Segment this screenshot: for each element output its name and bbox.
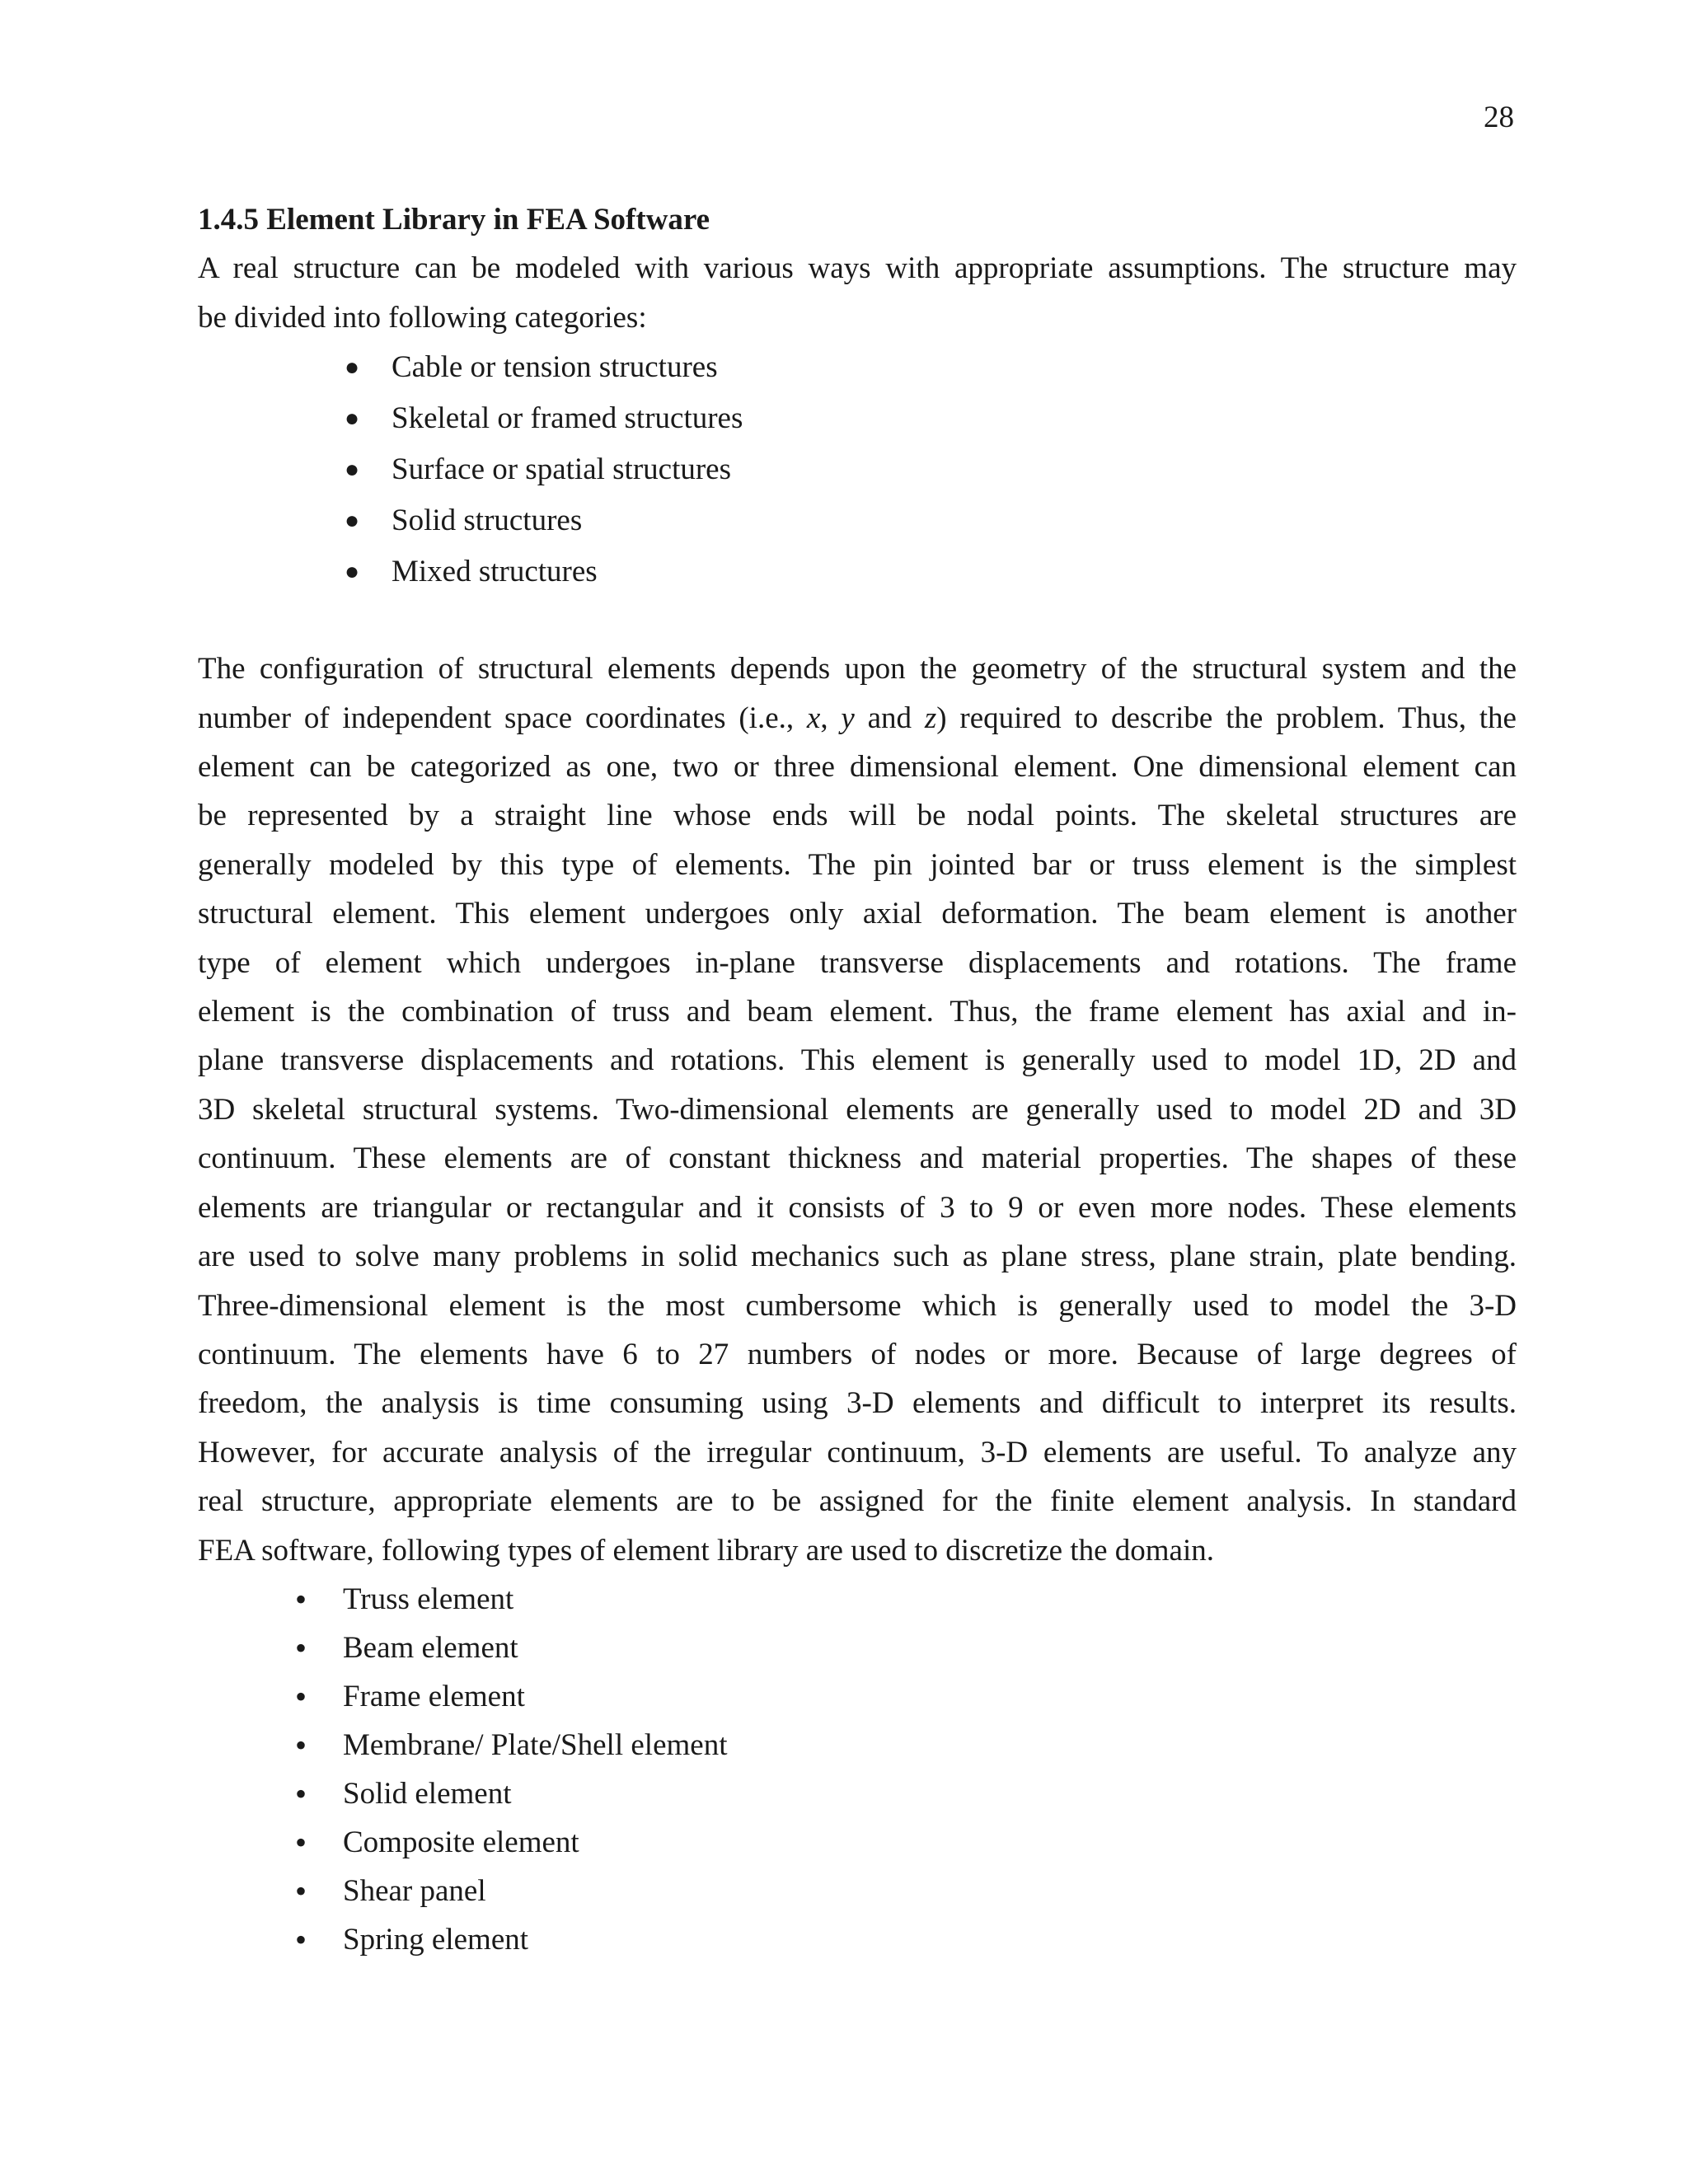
body-line: number of independent space coordinates (i.e., x, y and z) required to describe the problem. Thus, the — [198, 701, 1517, 735]
list-item-text: Beam element — [343, 1630, 518, 1665]
body-line: continuum. These elements are of constant thickness and material properties. The shapes of these — [198, 1141, 1517, 1176]
list-item — [198, 1818, 1517, 1867]
intro-paragraph — [198, 244, 1517, 342]
section-heading: 1.4.5 Element Library in FEA Software — [198, 203, 710, 237]
list-item-text: Spring element — [343, 1922, 529, 1957]
body-line: elements are triangular or rectangular and it consists of 3 to 9 or even more nodes. These elements — [198, 1190, 1517, 1225]
body-line: element can be categorized as one, two or three dimensional element. One dimensional element can — [198, 750, 1517, 785]
list-item-text: Cable or tension structures — [392, 350, 718, 385]
bullet-icon: • — [295, 1580, 307, 1618]
list-item-text: Shear panel — [343, 1873, 486, 1908]
bullet-icon: ● — [345, 558, 360, 586]
body-line: are used to solve many problems in solid mechanics such as plane stress, plane strain, plate bending. — [198, 1240, 1517, 1274]
intro-line: be divided into following categories: — [198, 300, 647, 335]
bullet-icon: • — [295, 1920, 307, 1958]
body-line: plane transverse displacements and rotations. This element is generally used to model 1D, 2D and — [198, 1043, 1517, 1078]
body-line: element is the combination of truss and beam element. Thus, the frame element has axial and in- — [198, 995, 1517, 1029]
list-item — [198, 1721, 1517, 1769]
paragraph-spacer — [198, 598, 1517, 644]
element-library-list — [198, 1575, 1517, 1964]
bullet-icon: • — [295, 1726, 307, 1764]
page-number: 28 — [1484, 101, 1514, 134]
list-item — [198, 1867, 1517, 1915]
bullet-icon: ● — [345, 405, 360, 433]
structure-categories-list — [198, 342, 1517, 598]
list-item — [198, 495, 1517, 546]
list-item-text: Surface or spatial structures — [392, 452, 731, 487]
list-item-text: Membrane/ Plate/Shell element — [343, 1727, 728, 1762]
list-item-text: Skeletal or framed structures — [392, 401, 743, 436]
bullet-icon: ● — [345, 507, 360, 535]
list-item-text: Truss element — [343, 1582, 514, 1616]
body-line: The configuration of structural elements depends upon the geometry of the structural system and the — [198, 652, 1517, 687]
document-body — [198, 195, 1517, 1964]
body-line: freedom, the analysis is time consuming using 3-D elements and difficult to interpret its results. — [198, 1386, 1517, 1421]
list-item — [198, 1672, 1517, 1721]
bullet-icon: • — [295, 1823, 307, 1861]
list-item-text: Composite element — [343, 1825, 579, 1859]
list-item-text: Solid structures — [392, 504, 583, 538]
list-item-text: Frame element — [343, 1679, 525, 1713]
list-item-text: Solid element — [343, 1776, 512, 1811]
list-item — [198, 342, 1517, 393]
body-line: Three-dimensional element is the most cumbersome which is generally used to model the 3-D — [198, 1288, 1517, 1323]
list-item — [198, 444, 1517, 495]
body-line: structural element. This element undergoes only axial deformation. The beam element is another — [198, 897, 1517, 931]
list-item — [198, 393, 1517, 444]
list-item — [198, 1915, 1517, 1964]
list-item — [198, 546, 1517, 598]
bullet-icon: • — [295, 1677, 307, 1715]
bullet-icon: ● — [345, 354, 360, 382]
list-item-text: Mixed structures — [392, 555, 598, 589]
bullet-icon: • — [295, 1774, 307, 1812]
body-line: type of element which undergoes in-plane transverse displacements and rotations. The frame — [198, 945, 1517, 980]
body-line: be represented by a straight line whose ends will be nodal points. The skeletal structures are — [198, 799, 1517, 833]
list-item — [198, 1769, 1517, 1818]
body-line: generally modeled by this type of elements. The pin jointed bar or truss element is the simplest — [198, 847, 1517, 882]
bullet-icon: • — [295, 1629, 307, 1666]
body-paragraph — [198, 644, 1517, 1575]
list-item — [198, 1624, 1517, 1672]
list-item — [198, 1575, 1517, 1624]
body-line: 3D skeletal structural systems. Two-dimensional elements are generally used to model 2D and 3D — [198, 1092, 1517, 1127]
body-line: However, for accurate analysis of the irregular continuum, 3-D elements are useful. To analyze any — [198, 1435, 1517, 1469]
body-line: continuum. The elements have 6 to 27 numbers of nodes or more. Because of large degrees of — [198, 1337, 1517, 1371]
bullet-icon: • — [295, 1872, 307, 1910]
intro-line: A real structure can be modeled with various ways with appropriate assumptions. The structure may — [198, 251, 1517, 286]
body-line: real structure, appropriate elements are to be assigned for the finite element analysis. In standard — [198, 1484, 1517, 1519]
bullet-icon: ● — [345, 456, 360, 484]
body-line: FEA software, following types of element library are used to discretize the domain. — [198, 1533, 1214, 1568]
